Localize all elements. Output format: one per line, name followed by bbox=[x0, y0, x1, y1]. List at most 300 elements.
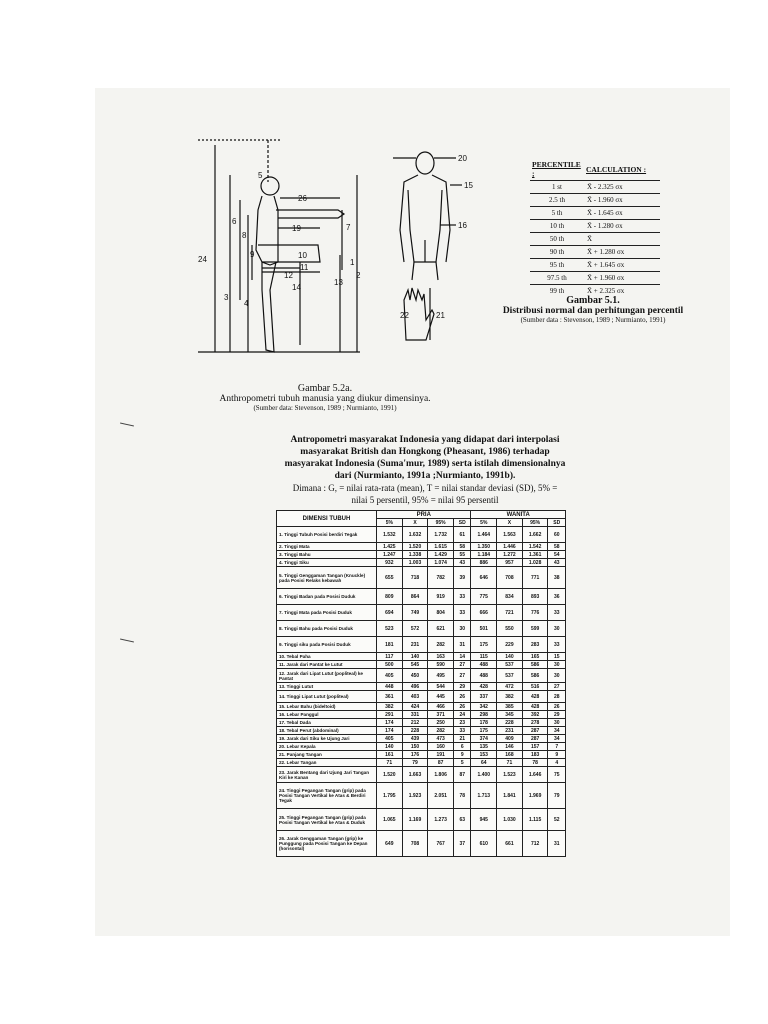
table-row bbox=[277, 589, 566, 605]
dimension-label: 17. Tebal Dada bbox=[277, 719, 377, 727]
percentile-table bbox=[530, 160, 660, 297]
value-cell: 175 bbox=[471, 727, 497, 735]
value-cell: 610 bbox=[471, 831, 497, 857]
value-cell: 501 bbox=[471, 621, 497, 637]
value-cell: 31 bbox=[548, 831, 566, 857]
dimension-label: 25. Tinggi Pegangan Tangan (grip) pada Posisi Tangan Vertikal ke Atas & Duduk bbox=[277, 809, 377, 831]
value-cell: 176 bbox=[402, 751, 428, 759]
anthropometry-table bbox=[276, 510, 566, 857]
value-cell: 52 bbox=[548, 809, 566, 831]
dimension-label: 20. Lebar Kepala bbox=[277, 743, 377, 751]
value-cell: 424 bbox=[402, 703, 428, 711]
value-cell: 163 bbox=[428, 653, 454, 661]
percentile-value: 97.5 th bbox=[530, 272, 584, 285]
value-cell: 231 bbox=[497, 727, 523, 735]
value-cell: 466 bbox=[428, 703, 454, 711]
value-cell: 445 bbox=[428, 691, 454, 703]
value-cell: 374 bbox=[471, 735, 497, 743]
value-cell: 886 bbox=[471, 559, 497, 567]
value-cell: 450 bbox=[402, 669, 428, 683]
value-cell: 146 bbox=[497, 743, 523, 751]
value-cell: 771 bbox=[522, 567, 548, 589]
value-cell: 1.969 bbox=[522, 783, 548, 809]
value-cell: 9 bbox=[548, 751, 566, 759]
dimension-label: 5. Tinggi Genggaman Tangan (Knuckle) pada Posisi Relaks kebawah bbox=[277, 567, 377, 589]
value-cell: 175 bbox=[471, 637, 497, 653]
value-cell: 1.446 bbox=[497, 543, 523, 551]
value-cell: 58 bbox=[453, 543, 471, 551]
value-cell: 767 bbox=[428, 831, 454, 857]
value-cell: 71 bbox=[497, 759, 523, 767]
table-row bbox=[277, 751, 566, 759]
value-cell: 78 bbox=[522, 759, 548, 767]
value-cell: 55 bbox=[453, 551, 471, 559]
value-cell: 5 bbox=[453, 759, 471, 767]
value-cell: 749 bbox=[402, 605, 428, 621]
value-cell: 157 bbox=[522, 743, 548, 751]
dimension-label: 23. Jarak Bentang dari Ujung Jari Tangan Kiri ke Kanan bbox=[277, 767, 377, 783]
intro-line-3: masyarakat Indonesia (Suma'mur, 1989) serta istilah dimensionalnya bbox=[284, 459, 566, 469]
value-cell: 135 bbox=[471, 743, 497, 751]
sub-header-cell: 95% bbox=[522, 519, 548, 527]
value-cell: 919 bbox=[428, 589, 454, 605]
calculation-value: X̄ + 1.960 σx bbox=[584, 272, 660, 285]
value-cell: 550 bbox=[497, 621, 523, 637]
value-cell: 71 bbox=[377, 759, 403, 767]
table-row bbox=[277, 767, 566, 783]
dimension-label: 19. Jarak dari Siku ke Ujung Jari bbox=[277, 735, 377, 743]
value-cell: 161 bbox=[377, 751, 403, 759]
value-cell: 834 bbox=[497, 589, 523, 605]
figure-5-1-title: Gambar 5.1. bbox=[566, 295, 620, 306]
dimension-label: 1. Tinggi Tubuh Posisi berdiri Tegak bbox=[277, 527, 377, 543]
value-cell: 150 bbox=[402, 743, 428, 751]
table-row bbox=[277, 551, 566, 559]
value-cell: 1.350 bbox=[471, 543, 497, 551]
dimension-label: 26. Jarak Genggaman Tangan (grip) ke Punggung pada Posisi Tangan ke Depan (horisontal) bbox=[277, 831, 377, 857]
table-row bbox=[277, 727, 566, 735]
percentile-value: 50 th bbox=[530, 233, 584, 246]
value-cell: 599 bbox=[522, 621, 548, 637]
value-cell: 864 bbox=[402, 589, 428, 605]
table-row bbox=[277, 543, 566, 551]
value-cell: 1.523 bbox=[497, 767, 523, 783]
value-cell: 6 bbox=[453, 743, 471, 751]
dimension-label: 6. Tinggi Badan pada Posisi Duduk bbox=[277, 589, 377, 605]
value-cell: 403 bbox=[402, 691, 428, 703]
value-cell: 439 bbox=[402, 735, 428, 743]
table-row bbox=[277, 759, 566, 767]
value-cell: 586 bbox=[522, 661, 548, 669]
value-cell: 392 bbox=[522, 711, 548, 719]
sub-header-cell: SD bbox=[453, 519, 471, 527]
dim-label-16: 16 bbox=[458, 221, 467, 230]
value-cell: 649 bbox=[377, 831, 403, 857]
value-cell: 282 bbox=[428, 637, 454, 653]
value-cell: 115 bbox=[471, 653, 497, 661]
value-cell: 1.429 bbox=[428, 551, 454, 559]
value-cell: 1.795 bbox=[377, 783, 403, 809]
dimension-label: 12. Jarak dari Lipat Lutut (popliteal) ke Pantat bbox=[277, 669, 377, 683]
value-cell: 428 bbox=[522, 703, 548, 711]
value-cell: 26 bbox=[548, 703, 566, 711]
sub-header-cell: 95% bbox=[428, 519, 454, 527]
value-cell: 488 bbox=[471, 661, 497, 669]
dimension-label: 22. Lebar Tangan bbox=[277, 759, 377, 767]
table-row bbox=[277, 605, 566, 621]
table-row bbox=[277, 559, 566, 567]
group-wanita: WANITA bbox=[471, 511, 566, 519]
figure-5-1-caption bbox=[478, 295, 708, 324]
value-cell: 30 bbox=[548, 719, 566, 727]
dim-label-5: 5 bbox=[258, 171, 263, 180]
value-cell: 14 bbox=[453, 653, 471, 661]
sub-header-cell: X bbox=[402, 519, 428, 527]
dim-label-7: 7 bbox=[346, 223, 351, 232]
sub-header-cell: SD bbox=[548, 519, 566, 527]
percentile-value: 10 th bbox=[530, 220, 584, 233]
calculation-value: X̄ + 1.280 σx bbox=[584, 246, 660, 259]
sub-header-cell: 5% bbox=[471, 519, 497, 527]
table-row bbox=[277, 661, 566, 669]
value-cell: 782 bbox=[428, 567, 454, 589]
calculation-value: X̄ + 1.645 σx bbox=[584, 259, 660, 272]
value-cell: 30 bbox=[453, 621, 471, 637]
value-cell: 140 bbox=[377, 743, 403, 751]
value-cell: 153 bbox=[471, 751, 497, 759]
value-cell: 708 bbox=[402, 831, 428, 857]
dim-label-8: 8 bbox=[242, 231, 247, 240]
percentile-value: 99 th bbox=[530, 285, 584, 298]
dimension-label: 13. Tinggi Lutut bbox=[277, 683, 377, 691]
value-cell: 537 bbox=[497, 661, 523, 669]
percentile-value: 95 th bbox=[530, 259, 584, 272]
value-cell: 174 bbox=[377, 727, 403, 735]
value-cell: 9 bbox=[453, 751, 471, 759]
table-row bbox=[277, 719, 566, 727]
dim-label-24: 24 bbox=[198, 255, 207, 264]
value-cell: 228 bbox=[497, 719, 523, 727]
table-row bbox=[277, 783, 566, 809]
value-cell: 500 bbox=[377, 661, 403, 669]
calculation-value: X̄ - 1.280 σx bbox=[584, 220, 660, 233]
value-cell: 428 bbox=[471, 683, 497, 691]
value-cell: 140 bbox=[497, 653, 523, 661]
value-cell: 61 bbox=[453, 527, 471, 543]
value-cell: 1.169 bbox=[402, 809, 428, 831]
percentile-row bbox=[530, 233, 660, 246]
value-cell: 1.923 bbox=[402, 783, 428, 809]
percentile-row bbox=[530, 207, 660, 220]
dimension-label: 2. Tinggi Mata bbox=[277, 543, 377, 551]
table-row bbox=[277, 621, 566, 637]
value-cell: 1.632 bbox=[402, 527, 428, 543]
sub-header-cell: 5% bbox=[377, 519, 403, 527]
value-cell: 27 bbox=[453, 669, 471, 683]
value-cell: 24 bbox=[453, 711, 471, 719]
dimension-label: 8. Tinggi Bahu pada Posisi Duduk bbox=[277, 621, 377, 637]
dimension-label: 14. Tinggi Lipat Lutut (popliteal) bbox=[277, 691, 377, 703]
dimension-label: 11. Jarak dari Pantat ke Lutut bbox=[277, 661, 377, 669]
value-cell: 58 bbox=[548, 543, 566, 551]
value-cell: 428 bbox=[522, 691, 548, 703]
dim-label-9: 9 bbox=[250, 250, 255, 259]
value-cell: 1.615 bbox=[428, 543, 454, 551]
value-cell: 30 bbox=[548, 661, 566, 669]
value-cell: 1.065 bbox=[377, 809, 403, 831]
value-cell: 496 bbox=[402, 683, 428, 691]
value-cell: 287 bbox=[522, 727, 548, 735]
value-cell: 775 bbox=[471, 589, 497, 605]
col-dimensi-tubuh: DIMENSI TUBUH bbox=[277, 511, 377, 527]
value-cell: 809 bbox=[377, 589, 403, 605]
value-cell: 382 bbox=[497, 691, 523, 703]
value-cell: 36 bbox=[548, 589, 566, 605]
group-pria: PRIA bbox=[377, 511, 471, 519]
figure-5-2a-title: Gambar 5.2a. bbox=[297, 383, 353, 394]
table-row bbox=[277, 637, 566, 653]
value-cell: 1.563 bbox=[497, 527, 523, 543]
dimension-label: 9. Tinggi siku pada Posisi Duduk bbox=[277, 637, 377, 653]
back-figure bbox=[393, 152, 462, 280]
value-cell: 33 bbox=[548, 637, 566, 653]
value-cell: 1.115 bbox=[522, 809, 548, 831]
value-cell: 23 bbox=[453, 719, 471, 727]
value-cell: 33 bbox=[548, 605, 566, 621]
value-cell: 287 bbox=[522, 735, 548, 743]
value-cell: 1.464 bbox=[471, 527, 497, 543]
value-cell: 298 bbox=[471, 711, 497, 719]
dimension-label: 4. Tinggi Siku bbox=[277, 559, 377, 567]
intro-line-1: Antropometri masyarakat Indonesia yang didapat dari interpolasi bbox=[290, 435, 560, 445]
value-cell: 21 bbox=[453, 735, 471, 743]
value-cell: 385 bbox=[497, 703, 523, 711]
value-cell: 28 bbox=[548, 691, 566, 703]
value-cell: 79 bbox=[548, 783, 566, 809]
dim-label-26: 26 bbox=[298, 194, 307, 203]
value-cell: 79 bbox=[402, 759, 428, 767]
value-cell: 43 bbox=[453, 559, 471, 567]
dimension-label: 16. Lebar Panggul bbox=[277, 711, 377, 719]
value-cell: 31 bbox=[453, 637, 471, 653]
value-cell: 30 bbox=[548, 621, 566, 637]
value-cell: 1.074 bbox=[428, 559, 454, 567]
dim-label-11: 11 bbox=[300, 263, 309, 272]
dim-label-3: 3 bbox=[224, 293, 229, 302]
value-cell: 1.425 bbox=[377, 543, 403, 551]
table-row bbox=[277, 567, 566, 589]
value-cell: 621 bbox=[428, 621, 454, 637]
table-row bbox=[277, 711, 566, 719]
table-row bbox=[277, 809, 566, 831]
value-cell: 516 bbox=[522, 683, 548, 691]
value-cell: 26 bbox=[453, 703, 471, 711]
dim-label-12: 12 bbox=[284, 271, 293, 280]
percentile-value: 2.5 th bbox=[530, 194, 584, 207]
dim-label-2: 2 bbox=[356, 271, 361, 280]
percentile-row bbox=[530, 272, 660, 285]
percentile-value: 5 th bbox=[530, 207, 584, 220]
value-cell: 331 bbox=[402, 711, 428, 719]
value-cell: 590 bbox=[428, 661, 454, 669]
standing-figure-side bbox=[198, 140, 360, 352]
value-cell: 1.030 bbox=[497, 809, 523, 831]
value-cell: 27 bbox=[548, 683, 566, 691]
value-cell: 1.663 bbox=[402, 767, 428, 783]
intro-line-4: dari (Nurmianto, 1991a ;Nurmianto, 1991b). bbox=[334, 471, 516, 481]
value-cell: 1.338 bbox=[402, 551, 428, 559]
table-row bbox=[277, 691, 566, 703]
value-cell: 87 bbox=[453, 767, 471, 783]
value-cell: 64 bbox=[471, 759, 497, 767]
value-cell: 34 bbox=[548, 735, 566, 743]
value-cell: 1.646 bbox=[522, 767, 548, 783]
value-cell: 345 bbox=[497, 711, 523, 719]
value-cell: 572 bbox=[402, 621, 428, 637]
dim-label-19: 19 bbox=[292, 224, 301, 233]
value-cell: 250 bbox=[428, 719, 454, 727]
dimension-label: 3. Tinggi Bahu bbox=[277, 551, 377, 559]
value-cell: 1.841 bbox=[497, 783, 523, 809]
value-cell: 1.713 bbox=[471, 783, 497, 809]
calculation-header: CALCULATION : bbox=[586, 164, 647, 174]
value-cell: 43 bbox=[548, 559, 566, 567]
value-cell: 1.542 bbox=[522, 543, 548, 551]
value-cell: 694 bbox=[377, 605, 403, 621]
value-cell: 33 bbox=[453, 727, 471, 735]
value-cell: 229 bbox=[497, 637, 523, 653]
value-cell: 409 bbox=[497, 735, 523, 743]
dim-label-20: 20 bbox=[458, 154, 467, 163]
dim-label-22: 22 bbox=[400, 311, 409, 320]
value-cell: 337 bbox=[471, 691, 497, 703]
value-cell: 382 bbox=[377, 703, 403, 711]
table-row bbox=[277, 527, 566, 543]
value-cell: 1.003 bbox=[402, 559, 428, 567]
value-cell: 1.028 bbox=[522, 559, 548, 567]
value-cell: 181 bbox=[377, 637, 403, 653]
value-cell: 495 bbox=[428, 669, 454, 683]
figure-5-2a-source: (Sumber data: Stevenson, 1989 ; Nurmianto, 1991) bbox=[253, 404, 397, 412]
value-cell: 371 bbox=[428, 711, 454, 719]
percentile-row bbox=[530, 259, 660, 272]
value-cell: 472 bbox=[497, 683, 523, 691]
value-cell: 1.247 bbox=[377, 551, 403, 559]
value-cell: 4 bbox=[548, 759, 566, 767]
value-cell: 291 bbox=[377, 711, 403, 719]
value-cell: 228 bbox=[402, 727, 428, 735]
value-cell: 776 bbox=[522, 605, 548, 621]
value-cell: 63 bbox=[453, 809, 471, 831]
calculation-value: X̄ + 2.325 σx bbox=[584, 285, 660, 298]
value-cell: 1.272 bbox=[497, 551, 523, 559]
value-cell: 30 bbox=[548, 669, 566, 683]
value-cell: 473 bbox=[428, 735, 454, 743]
value-cell: 661 bbox=[497, 831, 523, 857]
value-cell: 718 bbox=[402, 567, 428, 589]
value-cell: 893 bbox=[522, 589, 548, 605]
value-cell: 342 bbox=[471, 703, 497, 711]
value-cell: 1.532 bbox=[377, 527, 403, 543]
value-cell: 646 bbox=[471, 567, 497, 589]
value-cell: 165 bbox=[522, 653, 548, 661]
dimension-label: 7. Tinggi Mata pada Posisi Duduk bbox=[277, 605, 377, 621]
table-row bbox=[277, 683, 566, 691]
value-cell: 1.732 bbox=[428, 527, 454, 543]
figure-5-1-source: (Sumber data : Stevenson, 1989 ; Nurmianto, 1991) bbox=[520, 316, 666, 324]
value-cell: 544 bbox=[428, 683, 454, 691]
dim-label-10: 10 bbox=[298, 251, 307, 260]
value-cell: 282 bbox=[428, 727, 454, 735]
value-cell: 448 bbox=[377, 683, 403, 691]
percentile-header: PERCENTILE ; bbox=[532, 160, 581, 178]
table-row bbox=[277, 831, 566, 857]
value-cell: 7 bbox=[548, 743, 566, 751]
calculation-value: X̄ bbox=[584, 233, 660, 246]
value-cell: 15 bbox=[548, 653, 566, 661]
value-cell: 586 bbox=[522, 669, 548, 683]
value-cell: 655 bbox=[377, 567, 403, 589]
value-cell: 26 bbox=[453, 691, 471, 703]
dim-label-15: 15 bbox=[464, 181, 473, 190]
value-cell: 27 bbox=[453, 661, 471, 669]
side-figure-numbers bbox=[198, 171, 361, 308]
calculation-value: X̄ - 1.645 σx bbox=[584, 207, 660, 220]
value-cell: 117 bbox=[377, 653, 403, 661]
value-cell: 29 bbox=[548, 711, 566, 719]
calculation-value: X̄ - 1.960 σx bbox=[584, 194, 660, 207]
value-cell: 2.051 bbox=[428, 783, 454, 809]
table-row bbox=[277, 743, 566, 751]
value-cell: 183 bbox=[522, 751, 548, 759]
sub-header-cell: X bbox=[497, 519, 523, 527]
value-cell: 1.520 bbox=[377, 767, 403, 783]
value-cell: 29 bbox=[453, 683, 471, 691]
value-cell: 405 bbox=[377, 669, 403, 683]
value-cell: 87 bbox=[428, 759, 454, 767]
value-cell: 168 bbox=[497, 751, 523, 759]
dimension-label: 18. Tebal Perut (abdominal) bbox=[277, 727, 377, 735]
table-row bbox=[277, 669, 566, 683]
value-cell: 278 bbox=[522, 719, 548, 727]
value-cell: 932 bbox=[377, 559, 403, 567]
intro-line-6: nilai 5 persentil, 95% = nilai 95 persentil bbox=[351, 495, 499, 505]
value-cell: 33 bbox=[453, 605, 471, 621]
percentile-value: 1 st bbox=[530, 181, 584, 194]
value-cell: 1.400 bbox=[471, 767, 497, 783]
figure-5-2a-caption bbox=[190, 383, 460, 412]
value-cell: 174 bbox=[377, 719, 403, 727]
value-cell: 78 bbox=[453, 783, 471, 809]
dim-label-1: 1 bbox=[350, 258, 355, 267]
value-cell: 38 bbox=[548, 567, 566, 589]
intro-line-2: masyarakat British dan Hongkong (Pheasant, 1986) terhadap bbox=[300, 447, 550, 457]
value-cell: 1.361 bbox=[522, 551, 548, 559]
value-cell: 231 bbox=[402, 637, 428, 653]
value-cell: 523 bbox=[377, 621, 403, 637]
value-cell: 488 bbox=[471, 669, 497, 683]
percentile-row bbox=[530, 246, 660, 259]
value-cell: 804 bbox=[428, 605, 454, 621]
value-cell: 1.806 bbox=[428, 767, 454, 783]
intro-paragraph bbox=[255, 434, 595, 506]
value-cell: 537 bbox=[497, 669, 523, 683]
dim-label-14: 14 bbox=[292, 283, 301, 292]
value-cell: 708 bbox=[497, 567, 523, 589]
value-cell: 33 bbox=[453, 589, 471, 605]
dim-label-13: 13 bbox=[334, 278, 343, 287]
value-cell: 140 bbox=[402, 653, 428, 661]
